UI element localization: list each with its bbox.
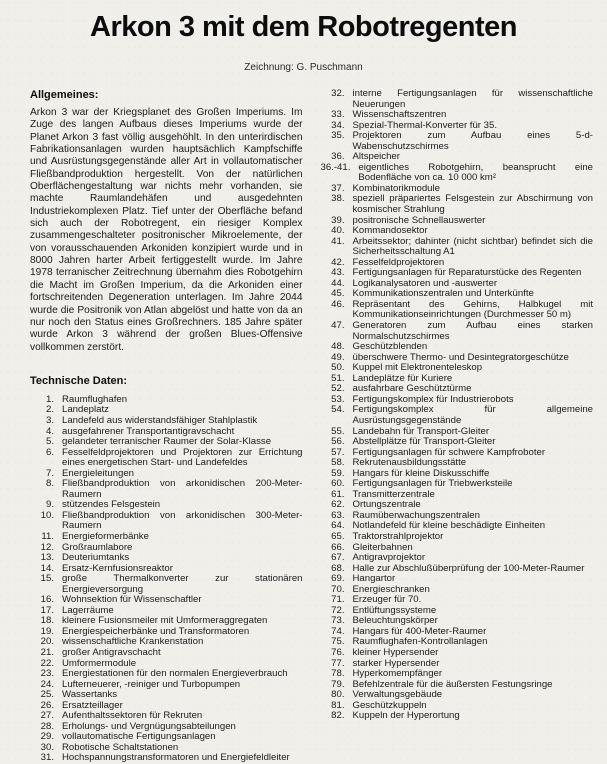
item-text: Hangars für 400-Meter-Raumer — [352, 625, 487, 637]
item-number: 77. — [331, 657, 345, 669]
list-item — [30, 448, 303, 469]
item-text: gelandeter terranischer Raumer der Solar-Klasse — [62, 436, 272, 448]
list-item — [321, 321, 594, 342]
item-number: 45. — [331, 288, 345, 300]
item-text: ausfahrbare Geschütztürme — [352, 383, 472, 395]
list-item — [30, 532, 303, 543]
item-text: Ortungszentrale — [352, 499, 421, 511]
item-number: 25. — [40, 689, 54, 701]
item-text: Gleiterbahnen — [352, 541, 413, 553]
item-text: Umformermodule — [62, 657, 137, 669]
item-number: 40. — [331, 225, 345, 237]
item-number: 56. — [331, 436, 345, 448]
item-text: Kuppel mit Elektronenteleskop — [352, 362, 483, 374]
technical-list-left — [30, 395, 303, 764]
item-number: 58. — [331, 457, 345, 469]
item-text: Fließbandproduktion von arkonidischen 300-Meter-Raumern — [62, 509, 303, 532]
item-text: eigentliches Robotgehirn, beansprucht eine Bodenfläche von ca. 10 000 km² — [358, 161, 593, 184]
item-number: 32. — [331, 88, 345, 99]
item-text: Erzeuger für 70. — [352, 594, 422, 606]
item-text: Hangartor — [352, 573, 396, 585]
item-number: 41. — [331, 235, 345, 247]
item-number: 75. — [331, 636, 345, 648]
item-text: Spezial-Thermal-Konverter für 35. — [352, 119, 497, 131]
list-item — [30, 722, 303, 733]
item-number: 57. — [331, 446, 345, 458]
item-text: Repräsentant des Gehirns, Halbkugel mit Kommunikationseinrichtungen (Durchmesser 50 m) — [352, 298, 593, 321]
item-number: 65. — [331, 530, 345, 542]
item-number: 38. — [331, 193, 345, 205]
list-item — [321, 131, 594, 152]
item-number: 13. — [40, 552, 54, 564]
item-text: Notlandefeld für kleine beschädigte Einheiten — [352, 520, 546, 532]
item-text: Fesselfeldprojektoren — [352, 256, 445, 268]
item-number: 55. — [331, 425, 345, 437]
list-item — [321, 300, 594, 321]
item-number: 54. — [331, 404, 345, 416]
item-text: Befehlzentrale für die äußersten Festungsringe — [352, 678, 553, 690]
item-text: Energieleitungen — [62, 467, 135, 479]
item-number: 31. — [40, 752, 54, 764]
list-item — [30, 416, 303, 427]
item-number: 67. — [331, 552, 345, 564]
item-number: 60. — [331, 478, 345, 490]
item-text: Fertigungskomplex für Industrierobots — [352, 393, 514, 405]
item-number: 17. — [40, 604, 54, 616]
item-text: positronische Schnellauswerter — [352, 214, 486, 226]
item-number: 59. — [331, 467, 345, 479]
item-text: großer Antigravschacht — [62, 647, 161, 658]
technical-list-right — [321, 89, 594, 722]
item-text: Robotische Schaltstationen — [62, 741, 179, 753]
item-number: 71. — [331, 594, 345, 606]
general-heading: Allgemeines: — [30, 89, 99, 101]
item-number: 18. — [40, 615, 54, 627]
item-number: 9. — [45, 499, 54, 511]
item-text: Landeplatz — [62, 404, 109, 416]
item-number: 30. — [40, 741, 54, 753]
item-number: 44. — [331, 277, 345, 289]
item-number: 26. — [40, 699, 54, 711]
item-text: Geschützblenden — [352, 341, 428, 353]
item-number: 24. — [40, 678, 54, 690]
item-text: Ersatzteillager — [62, 699, 123, 711]
item-text: Energieschranken — [352, 583, 430, 595]
item-number: 37. — [331, 182, 345, 194]
list-item — [321, 711, 594, 722]
item-number: 52. — [331, 383, 345, 395]
item-number: 39. — [331, 214, 345, 226]
item-number: 62. — [331, 499, 345, 511]
item-text: Kommunikationszentralen und Unterkünfte — [352, 288, 534, 300]
item-text: Fertigungsanlagen für Triebwerksteile — [352, 478, 513, 490]
list-item — [321, 89, 594, 110]
item-text: Wassertanks — [62, 689, 118, 701]
list-item — [321, 648, 594, 659]
drawing-credit: Zeichnung: G. Puschmann — [244, 62, 363, 73]
item-number: 72. — [331, 604, 345, 616]
item-text: Fertigungsanlagen für Reparaturstücke des Regenten — [352, 267, 582, 279]
item-text: Aufenthaltssektoren für Rekruten — [62, 710, 203, 722]
item-text: Beleuchtungskörper — [352, 615, 438, 627]
list-item — [30, 743, 303, 754]
item-number: 11. — [41, 530, 54, 542]
technical-data-heading: Technische Daten: — [30, 374, 127, 387]
item-number: 61. — [331, 488, 345, 500]
item-text: Fließbandproduktion von arkonidischen 200-Meter-Raumern — [62, 478, 303, 500]
two-column-layout — [0, 73, 607, 764]
item-number: 6. — [45, 446, 54, 458]
item-text: Deuteriumtanks — [62, 552, 130, 564]
item-number: 68. — [331, 562, 345, 574]
item-number: 14. — [40, 562, 54, 574]
item-text: wissenschaftliche Krankenstation — [62, 636, 204, 648]
item-number: 27. — [40, 710, 54, 722]
item-number: 3. — [45, 414, 54, 426]
item-number: 81. — [331, 699, 345, 711]
item-number: 49. — [331, 351, 345, 363]
list-item — [30, 479, 303, 500]
item-text: Logikanalysatoren und -auswerter — [352, 277, 498, 289]
item-text: Altspeicher — [352, 151, 400, 163]
item-number: 70. — [331, 583, 345, 595]
item-text: große Thermalkonverter zur stationären Energieversorgung — [62, 573, 303, 595]
item-number: 16. — [40, 594, 54, 606]
item-text: Raumflughafen-Kontrollanlagen — [352, 636, 488, 648]
item-number: 74. — [331, 625, 345, 637]
item-number: 4. — [45, 425, 54, 437]
item-text: überschwere Thermo- und Desintegratorgeschütze — [352, 351, 569, 363]
item-number: 53. — [331, 393, 345, 405]
item-number: 48. — [331, 341, 345, 353]
item-text: Erholungs- und Vergnügungsabteilungen — [62, 720, 236, 732]
item-text: Landefeld aus widerstandsfähiger Stahlplastik — [62, 414, 258, 426]
list-item — [30, 511, 303, 532]
item-number: 12. — [40, 541, 54, 553]
item-number: 23. — [40, 668, 54, 680]
item-number: 21. — [40, 647, 54, 658]
item-number: 43. — [331, 267, 345, 279]
item-number: 1. — [45, 393, 54, 405]
item-number: 66. — [331, 541, 345, 553]
list-item — [321, 437, 594, 448]
item-text: Lufterneuerer, -reiniger und Turbopumpen — [62, 678, 241, 690]
list-item — [30, 732, 303, 743]
item-text: Raumflughafen — [62, 393, 128, 405]
item-text: Wohnsektion für Wissenschaftler — [62, 594, 202, 606]
item-text: Halle zur Abschlußüberprüfung der 100-Meter-Raumer — [352, 562, 585, 574]
item-text: Entlüftungssysteme — [352, 604, 437, 616]
item-text: speziell präpariertes Felsgestein zur Abschirmung von kosmischer Strahlung — [352, 193, 593, 216]
item-text: Verwaltungsgebäude — [352, 689, 443, 701]
right-column — [321, 89, 594, 722]
item-text: Wissenschaftszentren — [352, 109, 447, 121]
left-column — [30, 89, 303, 764]
item-number: 36.-41. — [320, 161, 351, 173]
item-text: Traktorstrahlprojektor — [352, 530, 444, 542]
item-text: Lagerräume — [62, 604, 114, 616]
item-text: Energieformerbänke — [62, 530, 149, 542]
item-number: 79. — [331, 678, 345, 690]
item-number: 35. — [331, 130, 345, 142]
item-number: 63. — [331, 509, 345, 521]
item-text: Hyperkomempfänger — [352, 668, 443, 680]
list-item — [30, 753, 303, 764]
item-text: Generatoren zum Aufbau eines starken Normalschutzschirmes — [352, 320, 593, 342]
item-number: 15. — [40, 573, 54, 585]
item-number: 29. — [40, 731, 54, 743]
item-number: 51. — [331, 372, 345, 384]
item-text: Fertigungskomplex für allgemeine Ausrüstungsgegenstände — [352, 404, 593, 426]
item-text: Ersatz-Kernfusionsreaktor — [62, 562, 173, 574]
item-number: 28. — [40, 720, 54, 732]
list-item — [321, 163, 594, 184]
item-number: 33. — [331, 109, 345, 121]
item-number: 64. — [331, 520, 345, 532]
item-text: Energiestationen für den normalen Energieverbrauch — [62, 668, 288, 680]
item-text: Abstellplätze für Transport-Gleiter — [352, 436, 496, 448]
item-text: Landebahn für Transport-Gleiter — [352, 425, 490, 437]
item-number: 82. — [331, 710, 345, 722]
item-text: Hochspannungstransformatoren und Energiefeldleiter — [62, 752, 290, 764]
item-number: 5. — [45, 436, 54, 448]
list-item — [321, 405, 594, 426]
item-text: Fesselfeldprojektoren und Projektoren zur Errichtung eines energetischen Start- und Landefeldes — [62, 446, 303, 469]
list-item — [321, 532, 594, 543]
item-number: 80. — [331, 689, 345, 701]
item-number: 34. — [331, 119, 345, 131]
item-text: starker Hypersender — [352, 657, 440, 669]
item-text: Raumüberwachungszentralen — [352, 509, 480, 521]
item-text: Kommandosektor — [352, 225, 428, 237]
item-text: Transmitterzentrale — [352, 488, 435, 500]
item-text: Arbeitssektor; dahinter (nicht sichtbar) befindet sich die Sicherheitsschaltung A1 — [352, 235, 593, 258]
item-number: 10. — [40, 509, 54, 521]
item-text: Landeplätze für Kuriere — [352, 372, 453, 384]
page-title: Arkon 3 mit dem Robotregenten — [90, 11, 517, 43]
item-text: Geschützkuppeln — [352, 699, 427, 711]
item-number: 50. — [331, 362, 345, 374]
list-item — [321, 194, 594, 215]
item-number: 22. — [40, 657, 54, 669]
item-number: 20. — [40, 636, 54, 648]
item-text: Rekrutenausbildungsstätte — [352, 457, 467, 469]
item-text: Antigravprojektor — [352, 552, 426, 564]
item-number: 76. — [331, 646, 345, 658]
item-text: Energiespeicherbänke und Transformatoren — [62, 625, 250, 637]
item-text: interne Fertigungsanlagen für wissenschaftliche Neuerungen — [352, 88, 593, 110]
list-item — [321, 237, 594, 258]
item-number: 47. — [331, 320, 345, 332]
item-text: ausgefahrener Transportantigravschacht — [62, 425, 235, 437]
item-text: Kuppeln der Hyperortung — [352, 710, 460, 722]
item-number: 36. — [331, 151, 345, 163]
item-text: Hangars für kleine Diskusschiffe — [352, 467, 490, 479]
item-number: 69. — [331, 573, 345, 585]
item-text: Kombinatorikmodule — [352, 182, 440, 194]
item-text: stützendes Felsgestein — [62, 499, 161, 511]
item-number: 73. — [331, 615, 345, 627]
item-text: Fertigungsanlagen für schwere Kampfroboter — [352, 446, 546, 458]
item-text: Großraumlabore — [62, 541, 133, 553]
item-text: Projektoren zum Aufbau eines 5-d-Wabenschutzschirmes — [352, 130, 593, 152]
list-item — [30, 648, 303, 659]
item-number: 19. — [40, 625, 54, 637]
item-number: 8. — [45, 478, 54, 490]
item-text: kleinere Fusionsmeiler mit Umformeraggregaten — [62, 615, 268, 627]
item-number: 2. — [45, 404, 54, 416]
item-number: 7. — [45, 467, 54, 479]
item-number: 46. — [331, 298, 345, 310]
item-text: kleiner Hypersender — [352, 646, 439, 658]
item-number: 78. — [331, 668, 345, 680]
list-item — [30, 574, 303, 595]
item-text: vollautomatische Fertigungsanlagen — [62, 731, 216, 743]
item-number: 42. — [331, 256, 345, 268]
general-text: Arkon 3 war der Kriegsplanet des Großen Imperiums. Im Zuge des langen Aufbaus dieses Imperiums wurde der Planet Arkon 3 fast völlig ausgehöhlt. In den unterirdischen Fabrikationsanlagen wurden hauptsächlich Kampfschiffe und Ausrüstungsgegenstände aller Art in vollautomatischer Fließbandproduktion hergestellt. Von der natürlichen Oberflächengestaltung war nichts mehr vorhanden, sie machte Raumlandehäfen und ausgedehnten Industriekomplexen Platz. Tief unter der Oberfläche befand sich auch der Robotregent, ein riesiger Komplex zusammengeschalteter positronischer Mikroelemente, der von vorausschauenden Arkoniden konzipiert wurde und in 8000 Jahren harter Arbeit fertiggestellt wurde. Im Jahre 1978 terranischer Zeitrechnung übernahm dies Robotgehirn die Macht im Großen Imperium, da die Arkoniden einer fortschreitenden Degeneration unterlagen. Im Jahre 2044 wurde die Positronik von Atlan abgelöst und hatte von da an nur noch den Status eines Großrechners. 185 Jahre später wurde Arkon 3 während der großen Blues-Offensive vollkommen zerstört. — [30, 107, 303, 353]
